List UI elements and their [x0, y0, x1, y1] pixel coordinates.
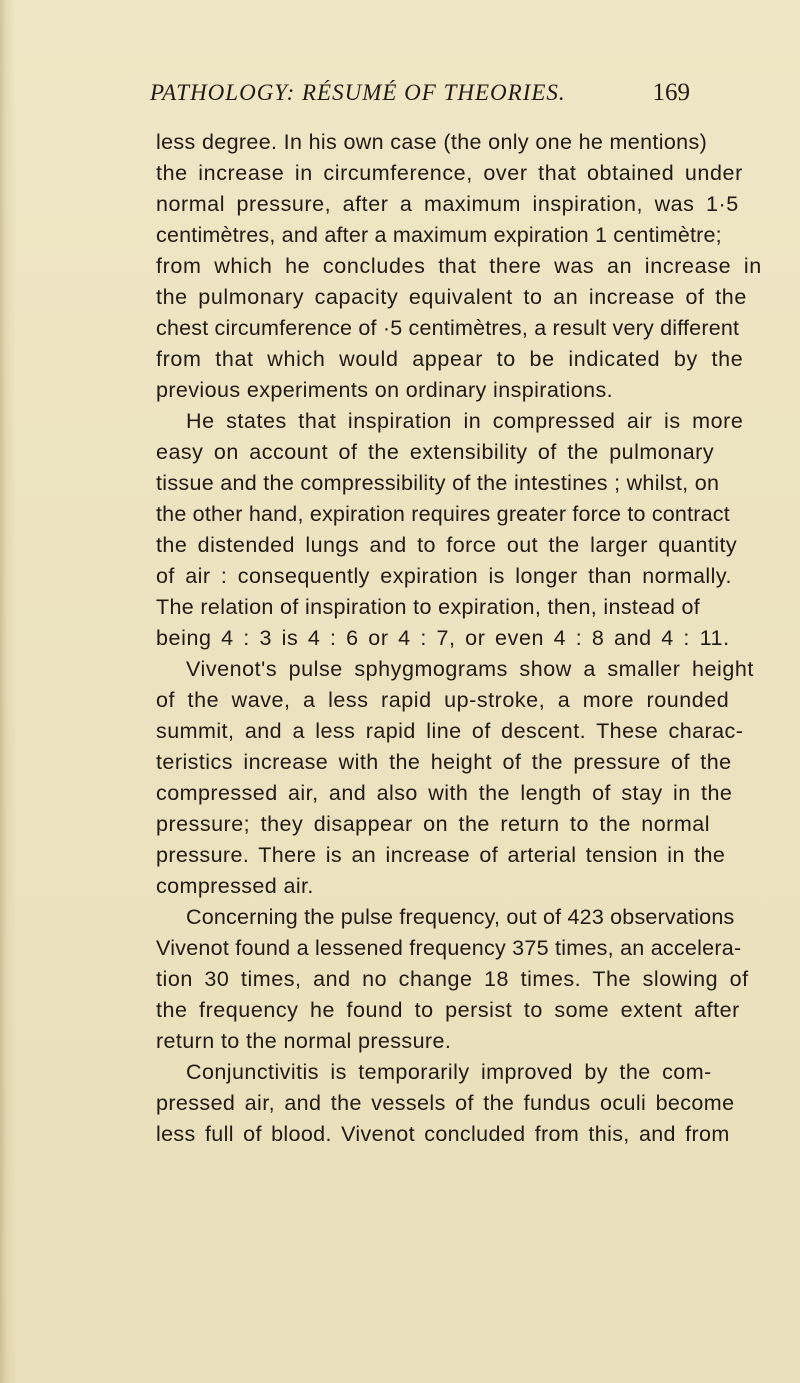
text-line: compressed air, and also with the length of stay in the — [156, 781, 733, 805]
text-line: the distended lungs and to force out the larger quantity — [156, 533, 738, 557]
text-line: Conjunctivitis is temporarily improved by the com- — [186, 1060, 712, 1084]
text-line: from which he concludes that there was an increase in — [156, 254, 762, 278]
text-line: centimètres, and after a maximum expiration 1 centimètre; — [156, 223, 722, 247]
text-line: tissue and the compressibility of the intestines ; whilst, on — [156, 471, 720, 495]
text-line: easy on account of the extensibility of the pulmonary — [156, 440, 715, 464]
text-line: compressed air. — [156, 874, 314, 898]
text-line: the frequency he found to persist to some extent after — [156, 998, 740, 1022]
text-line: previous experiments on ordinary inspirations. — [156, 378, 613, 402]
running-title: PATHOLOGY: RÉSUMÉ OF THEORIES. — [150, 80, 566, 105]
text-line: summit, and a less rapid line of descent. These charac- — [156, 719, 744, 743]
text-line: of air : consequently expiration is longer than normally. — [156, 564, 732, 588]
page-number: 169 — [652, 79, 690, 106]
text-line: teristics increase with the height of the pressure of the — [156, 750, 732, 774]
text-line: pressure; they disappear on the return to the normal — [156, 812, 710, 836]
text-line: Concerning the pulse frequency, out of 423 observations — [186, 905, 735, 929]
text-line: being 4 : 3 is 4 : 6 or 4 : 7, or even 4 : 8 and 4 : 11. — [156, 626, 730, 650]
text-line: The relation of inspiration to expiration, then, instead of — [156, 595, 701, 619]
text-line: He states that inspiration in compressed air is more — [186, 409, 744, 433]
text-line: chest circumference of ·5 centimètres, a result very different — [156, 316, 740, 340]
text-line: return to the normal pressure. — [156, 1029, 452, 1053]
text-line: of the wave, a less rapid up-stroke, a more rounded — [156, 688, 730, 712]
text-line: the other hand, expiration requires greater force to contract — [156, 502, 730, 526]
text-line: Vivenot found a lessened frequency 375 times, an accelera- — [156, 936, 742, 960]
text-line: the increase in circumference, over that obtained under — [156, 161, 743, 185]
text-line: from that which would appear to be indicated by the — [156, 347, 744, 371]
text-line: less degree. In his own case (the only one he mentions) — [156, 130, 708, 154]
text-line: tion 30 times, and no change 18 times. The slowing of — [156, 967, 749, 991]
text-line: normal pressure, after a maximum inspiration, was 1·5 — [156, 192, 739, 216]
running-header — [150, 80, 690, 120]
text-line: the pulmonary capacity equivalent to an increase of the — [156, 285, 747, 309]
text-line: less full of blood. Vivenot concluded from this, and from — [156, 1122, 730, 1146]
text-line: pressed air, and the vessels of the fundus oculi become — [156, 1091, 735, 1115]
text-line: pressure. There is an increase of arterial tension in the — [156, 843, 726, 867]
text-line: Vivenot's pulse sphygmograms show a smaller height — [186, 657, 754, 681]
